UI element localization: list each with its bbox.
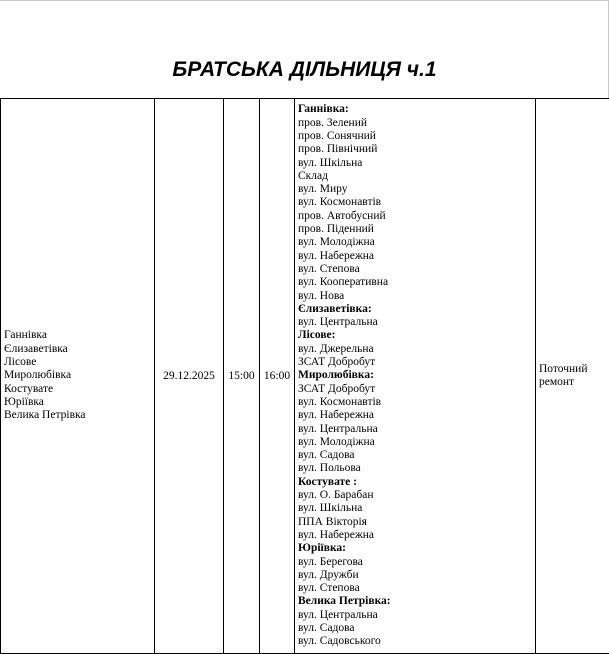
street-item: пров. Зелений [298,116,368,129]
date-cell: 29.12.2025 [155,99,224,654]
street-item: вул. Шкільна [298,502,363,515]
streets-cell [295,99,536,654]
street-item: вул. Садова [298,449,355,462]
village-item: Юріївка [4,395,44,408]
street-item: вул. Миру [298,183,348,196]
street-item: вул. Дружби [298,568,359,581]
village-item: Ганнівка [4,329,47,342]
streets-list [298,103,532,648]
street-item: вул. Садовського [298,635,381,648]
page-title: БРАТСЬКА ДІЛЬНИЦЯ ч.1 [172,58,437,81]
street-item: вул. Степова [298,582,360,595]
street-item: вул. Джерельна [298,342,374,355]
village-item: Велика Петрівка [4,409,86,422]
street-item: пров. Піденний [298,223,374,236]
street-item: вул. Центральна [298,608,378,621]
reason-cell: Поточний ремонт [536,99,609,654]
village-group-heading: Миролюбівка: [298,369,374,382]
street-item: вул. Набережна [298,528,375,541]
street-item: вул. Космонавтів [298,395,382,408]
village-group-heading: Костувате : [298,475,357,488]
village-item: Костувате [4,382,54,395]
page-top-border [0,0,609,1]
street-item: вул. Центральна [298,316,378,329]
end-time-cell: 16:00 [260,99,295,654]
village-group-heading: Лісове: [298,329,336,342]
street-item: вул. Набережна [298,249,375,262]
street-item: вул. Нова [298,289,345,302]
start-time-cell: 15:00 [224,99,260,654]
street-item: вул. Кооперативна [298,276,389,289]
villages-list [4,329,151,422]
village-group-heading: Юріївка: [298,542,346,555]
street-item: пров. Сонячний [298,130,376,142]
village-group-heading: Ганнівка: [298,103,349,116]
village-item: Лісове [4,356,37,369]
street-item: ЗСАТ Добробут [298,382,376,395]
street-item: пров. Північний [298,143,378,156]
street-item: Склад [298,169,328,182]
street-item: вул. Центральна [298,422,378,435]
village-group-heading: Єлизаветівка: [298,302,372,315]
village-item: Єлизаветівка [4,342,68,355]
village-item: Миролюбівка [4,369,72,382]
villages-cell [1,99,155,654]
street-item: вул. Польова [298,462,361,475]
street-item: вул. Космонавтів [298,196,382,209]
street-item: ППА Вікторія [298,515,367,528]
street-item: вул. Берегова [298,555,363,568]
street-item: вул. Молодіжна [298,435,375,448]
street-item: вул. Молодіжна [298,236,375,249]
outage-schedule-table [0,98,609,654]
table-row [1,99,609,654]
street-item: вул. Шкільна [298,156,363,169]
street-item: вул. Степова [298,262,360,275]
street-item: ЗСАТ Добробут [298,356,376,369]
street-item: пров. Автобусний [298,209,386,222]
street-item: вул. О. Барабан [298,489,374,502]
village-group-heading: Велика Петрівка: [298,595,391,608]
street-item: вул. Набережна [298,409,375,422]
street-item: вул. Садова [298,621,355,634]
